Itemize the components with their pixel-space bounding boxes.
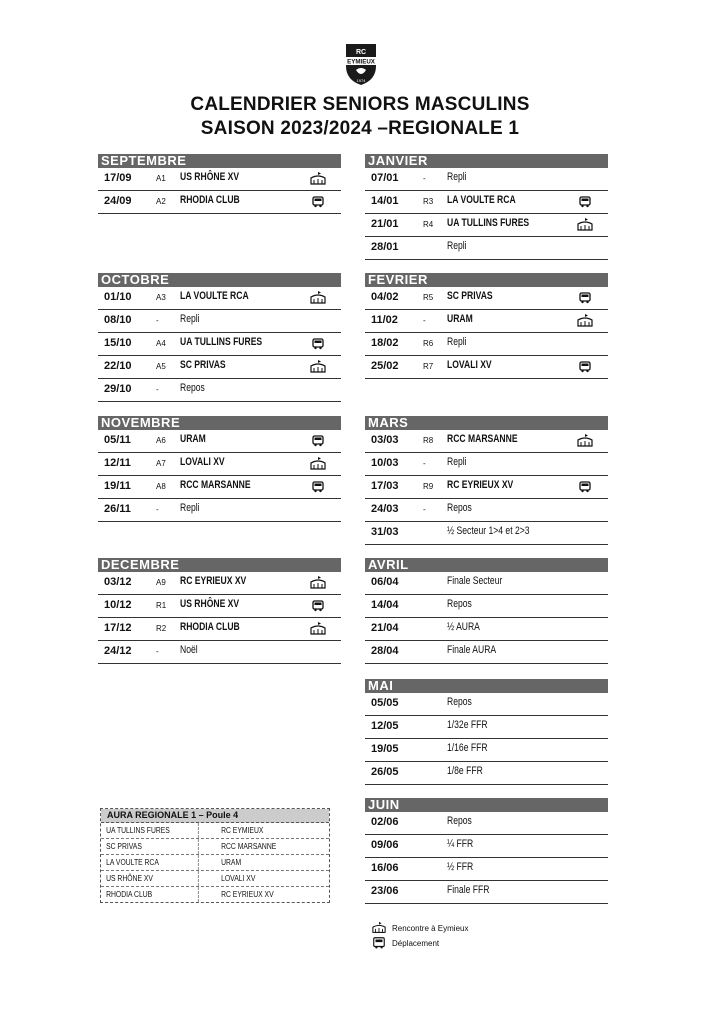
match-date: 01/10	[104, 291, 132, 303]
match-date: 19/11	[104, 480, 131, 492]
month-header: JANVIER	[365, 154, 608, 168]
match-date: 12/05	[371, 720, 399, 732]
month-block-janvier	[365, 154, 608, 260]
match-opponent: Repli	[447, 336, 467, 348]
match-row	[365, 641, 608, 664]
match-date: 25/02	[371, 360, 399, 372]
stadium-icon	[310, 290, 326, 306]
match-row	[98, 168, 341, 191]
match-code: -	[156, 647, 159, 656]
match-date: 17/12	[104, 622, 132, 634]
match-row	[98, 476, 341, 499]
match-row	[98, 333, 341, 356]
key-away	[372, 936, 439, 950]
match-opponent: Repos	[447, 598, 472, 610]
match-code: R6	[423, 339, 434, 348]
month-header: MARS	[365, 416, 608, 430]
match-code: -	[423, 174, 426, 183]
match-row	[98, 430, 341, 453]
poule-row	[101, 887, 329, 902]
stadium-icon	[372, 921, 386, 935]
match-code: -	[423, 459, 426, 468]
match-date: 17/09	[104, 172, 132, 184]
match-row	[365, 812, 608, 835]
match-date: 07/01	[371, 172, 399, 184]
bus-icon	[577, 194, 593, 210]
poule-team: LA VOULTE RCA	[101, 855, 198, 870]
match-code: R4	[423, 220, 434, 229]
match-date: 14/01	[371, 195, 399, 207]
match-row	[365, 287, 608, 310]
poule-team: LOVALI XV	[220, 874, 255, 883]
svg-text:1974: 1974	[356, 78, 366, 83]
poule-row	[101, 839, 329, 855]
match-row	[365, 214, 608, 237]
match-opponent: Repos	[180, 382, 205, 394]
key-home-label: Rencontre à Eymieux	[392, 923, 469, 933]
match-date: 18/02	[371, 337, 399, 349]
match-opponent: ½ Secteur 1>4 et 2>3	[447, 525, 530, 537]
match-opponent: RCC MARSANNE	[180, 479, 251, 491]
match-date: 02/06	[371, 816, 399, 828]
match-opponent: Repli	[447, 456, 467, 468]
match-code: R1	[156, 601, 167, 610]
page-subtitle: SAISON 2023/2024 –REGIONALE 1	[200, 118, 520, 139]
bus-icon	[310, 479, 326, 495]
match-opponent: UA TULLINS FURES	[180, 336, 263, 348]
match-opponent: Repli	[180, 502, 200, 514]
match-date: 04/02	[371, 291, 399, 303]
match-row	[98, 618, 341, 641]
stadium-icon	[310, 621, 326, 637]
match-date: 21/04	[371, 622, 399, 634]
match-date: 31/03	[371, 526, 399, 538]
match-opponent: Repli	[180, 313, 200, 325]
bus-icon	[310, 598, 326, 614]
month-block-novembre	[98, 416, 341, 522]
match-date: 11/02	[371, 314, 398, 326]
match-row	[98, 310, 341, 333]
match-code: -	[156, 316, 159, 325]
month-header: DECEMBRE	[98, 558, 341, 572]
match-code: -	[423, 316, 426, 325]
match-date: 10/12	[104, 599, 132, 611]
month-block-septembre	[98, 154, 341, 214]
match-opponent: LA VOULTE RCA	[447, 194, 516, 206]
match-code: A8	[156, 482, 166, 491]
match-opponent: Repli	[447, 240, 467, 252]
match-code: R3	[423, 197, 434, 206]
match-row	[98, 499, 341, 522]
month-header: JUIN	[365, 798, 608, 812]
match-row	[365, 835, 608, 858]
match-code: A9	[156, 578, 166, 587]
month-block-fevrier	[365, 273, 608, 379]
poule-row	[101, 855, 329, 871]
match-row	[98, 595, 341, 618]
match-code: -	[423, 505, 426, 514]
stadium-icon	[310, 359, 326, 375]
match-opponent: Noël	[180, 644, 198, 656]
match-opponent: LOVALI XV	[180, 456, 225, 468]
poule-team: RC EYRIEUX XV	[220, 890, 274, 899]
match-row	[365, 333, 608, 356]
match-date: 16/06	[371, 862, 399, 874]
match-row	[98, 641, 341, 664]
match-opponent: SC PRIVAS	[447, 290, 493, 302]
match-code: A1	[156, 174, 166, 183]
match-row	[365, 716, 608, 739]
match-opponent: US RHÔNE XV	[180, 171, 240, 183]
match-opponent: ¼ FFR	[447, 838, 474, 850]
poule-table	[100, 808, 330, 903]
match-date: 15/10	[104, 337, 132, 349]
key-away-label: Déplacement	[392, 938, 440, 948]
match-date: 24/03	[371, 503, 399, 515]
month-block-mai	[365, 679, 608, 785]
match-date: 17/03	[371, 480, 399, 492]
match-code: R9	[423, 482, 434, 491]
match-date: 19/05	[371, 743, 399, 755]
match-date: 12/11	[104, 457, 131, 469]
match-row	[365, 310, 608, 333]
month-block-mars	[365, 416, 608, 545]
match-opponent: Repos	[447, 502, 472, 514]
match-row	[365, 191, 608, 214]
match-date: 24/12	[104, 645, 132, 657]
match-code: R5	[423, 293, 434, 302]
match-code: R8	[423, 436, 434, 445]
month-header: OCTOBRE	[98, 273, 341, 287]
stadium-icon	[310, 456, 326, 472]
match-code: A7	[156, 459, 166, 468]
bus-icon	[577, 290, 593, 306]
match-code: A2	[156, 197, 166, 206]
match-row	[365, 572, 608, 595]
match-date: 28/04	[371, 645, 399, 657]
poule-team: RCC MARSANNE	[220, 842, 276, 851]
match-date: 21/01	[371, 218, 399, 230]
bus-icon	[310, 194, 326, 210]
bus-icon	[372, 936, 386, 950]
match-opponent: RHODIA CLUB	[180, 194, 240, 206]
match-date: 23/06	[371, 885, 399, 897]
match-date: 05/05	[371, 697, 399, 709]
match-row	[365, 430, 608, 453]
bus-icon	[577, 359, 593, 375]
poule-team: US RHÔNE XV	[101, 871, 198, 886]
match-opponent: LOVALI XV	[447, 359, 492, 371]
month-header: AVRIL	[365, 558, 608, 572]
poule-team: SC PRIVAS	[101, 839, 198, 854]
match-date: 28/01	[371, 241, 399, 253]
poule-row	[101, 871, 329, 887]
bus-icon	[310, 336, 326, 352]
match-date: 03/03	[371, 434, 399, 446]
match-row	[365, 739, 608, 762]
match-date: 29/10	[104, 383, 132, 395]
match-opponent: LA VOULTE RCA	[180, 290, 249, 302]
match-row	[365, 595, 608, 618]
match-code: A4	[156, 339, 166, 348]
svg-text:EYMIEUX: EYMIEUX	[347, 58, 375, 66]
match-opponent: RHODIA CLUB	[180, 621, 240, 633]
month-block-decembre	[98, 558, 341, 664]
match-date: 10/03	[371, 457, 399, 469]
match-opponent: Repos	[447, 696, 472, 708]
club-logo	[338, 40, 384, 86]
poule-team: URAM	[220, 858, 241, 867]
match-opponent: RCC MARSANNE	[447, 433, 518, 445]
match-opponent: 1/8e FFR	[447, 765, 483, 777]
match-opponent: Repli	[447, 171, 467, 183]
match-opponent: UA TULLINS FURES	[447, 217, 530, 229]
match-row	[365, 356, 608, 379]
month-block-avril	[365, 558, 608, 664]
match-date: 03/12	[104, 576, 132, 588]
match-row	[98, 453, 341, 476]
match-row	[98, 572, 341, 595]
match-row	[365, 762, 608, 785]
match-code: A6	[156, 436, 166, 445]
match-opponent: 1/16e FFR	[447, 742, 488, 754]
match-code: A5	[156, 362, 166, 371]
match-row	[98, 379, 341, 402]
match-date: 24/09	[104, 195, 132, 207]
month-block-juin	[365, 798, 608, 904]
month-header: NOVEMBRE	[98, 416, 341, 430]
match-opponent: Repos	[447, 815, 472, 827]
match-date: 05/11	[104, 434, 131, 446]
match-row	[365, 618, 608, 641]
month-block-octobre	[98, 273, 341, 402]
match-row	[98, 356, 341, 379]
match-row	[365, 858, 608, 881]
poule-team: RC EYMIEUX	[220, 826, 263, 835]
match-date: 14/04	[371, 599, 399, 611]
match-opponent: Finale FFR	[447, 884, 490, 896]
match-code: -	[156, 385, 159, 394]
poule-team: UA TULLINS FURES	[101, 823, 198, 838]
match-opponent: US RHÔNE XV	[180, 598, 240, 610]
match-row	[365, 453, 608, 476]
page-title: CALENDRIER SENIORS MASCULINS	[190, 94, 530, 115]
match-opponent: SC PRIVAS	[180, 359, 226, 371]
bus-icon	[310, 433, 326, 449]
match-opponent: RC EYRIEUX XV	[180, 575, 247, 587]
svg-text:RC: RC	[355, 49, 367, 56]
match-opponent: Finale Secteur	[447, 575, 503, 587]
match-opponent: ½ AURA	[447, 621, 480, 633]
stadium-icon	[310, 575, 326, 591]
match-row	[365, 693, 608, 716]
match-date: 09/06	[371, 839, 399, 851]
match-date: 26/11	[104, 503, 131, 515]
stadium-icon	[577, 313, 593, 329]
match-code: A3	[156, 293, 166, 302]
match-row	[365, 499, 608, 522]
match-row	[98, 287, 341, 310]
match-code: R2	[156, 624, 167, 633]
month-header: SEPTEMBRE	[98, 154, 341, 168]
stadium-icon	[577, 217, 593, 233]
match-code: R7	[423, 362, 434, 371]
match-date: 26/05	[371, 766, 399, 778]
bus-icon	[577, 479, 593, 495]
match-row	[98, 191, 341, 214]
poule-row	[101, 823, 329, 839]
match-opponent: 1/32e FFR	[447, 719, 488, 731]
match-opponent: URAM	[180, 433, 206, 445]
month-header: MAI	[365, 679, 608, 693]
key-home	[372, 921, 468, 935]
match-row	[365, 522, 608, 545]
match-opponent: ½ FFR	[447, 861, 474, 873]
match-row	[365, 237, 608, 260]
month-header: FEVRIER	[365, 273, 608, 287]
match-date: 22/10	[104, 360, 132, 372]
poule-team: RHODIA CLUB	[101, 887, 198, 902]
match-opponent: Finale AURA	[447, 644, 497, 656]
match-code: -	[156, 505, 159, 514]
stadium-icon	[310, 171, 326, 187]
match-row	[365, 476, 608, 499]
match-row	[365, 881, 608, 904]
match-row	[365, 168, 608, 191]
match-date: 08/10	[104, 314, 132, 326]
match-opponent: RC EYRIEUX XV	[447, 479, 514, 491]
match-opponent: URAM	[447, 313, 473, 325]
match-date: 06/04	[371, 576, 399, 588]
stadium-icon	[577, 433, 593, 449]
poule-title: AURA REGIONALE 1 – Poule 4	[101, 809, 329, 823]
